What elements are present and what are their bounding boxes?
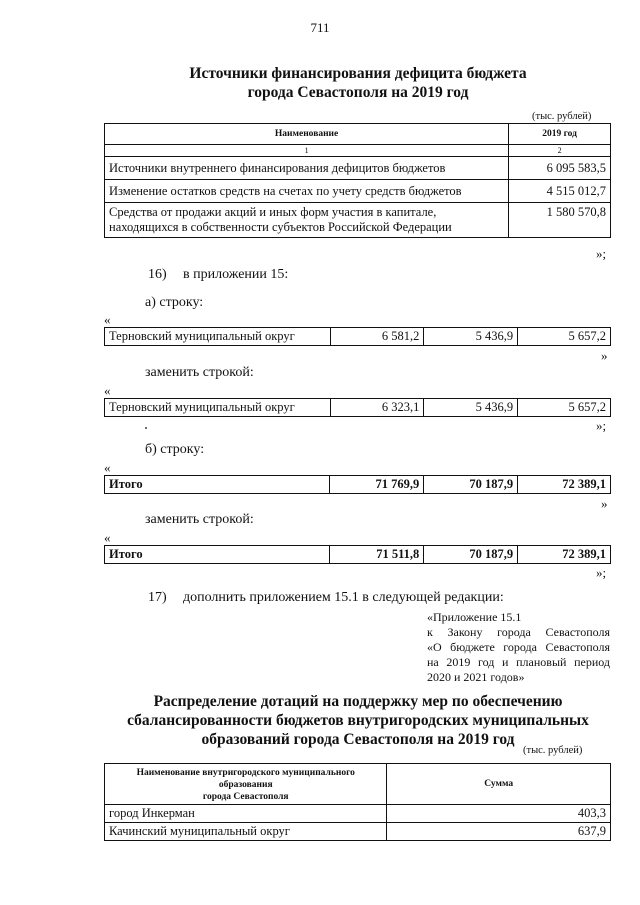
closing-quote: »; [596, 246, 607, 261]
section2-title-line2: сбалансированности бюджетов внутригородских муниципальных [127, 712, 589, 729]
replace-text: заменить строкой: [145, 512, 254, 527]
table-header-row [105, 764, 611, 805]
cell-value: 5 657,2 [518, 328, 611, 346]
cell-value: 6 323,1 [330, 399, 424, 417]
row-name-line1: Средства от продажи акций и иных форм участия в капитале, [109, 205, 437, 219]
cell-name: Итого [105, 476, 330, 494]
item16-sub-b: б) строку: [145, 442, 205, 457]
cell-value: 5 436,9 [424, 328, 518, 346]
column-number-row [105, 145, 611, 157]
row-name-line2: находящихся в собственности субъектов Российской Федерации [109, 220, 452, 234]
row-value: 4 515 012,7 [509, 180, 611, 203]
section2-title-line1: Распределение дотаций на поддержку мер по обеспечению [153, 693, 563, 710]
table-row [105, 823, 611, 841]
cell-value: 71 769,9 [330, 476, 424, 494]
cell-value: 70 187,9 [424, 546, 518, 564]
table-header-row [105, 124, 611, 145]
table-row [105, 399, 611, 417]
header-line1: Наименование внутригородского муниципального образования [136, 768, 355, 790]
row-name: Изменение остатков средств на счетах по учету средств бюджетов [105, 180, 509, 203]
section1-title [130, 64, 586, 102]
row-a-old-table [104, 327, 611, 346]
table-row [105, 157, 611, 180]
table-row [105, 546, 611, 564]
appendix-line: на 2019 год и плановый период [427, 655, 610, 669]
table-row [105, 180, 611, 203]
cell-name: Терновский муниципальный округ [105, 399, 331, 417]
row-name: Источники внутреннего финансирования дефицитов бюджетов [105, 157, 509, 180]
table-row [105, 476, 611, 494]
close-quote: »; [596, 565, 607, 580]
page-number: 711 [310, 20, 330, 35]
section1-title-line2: города Севастополя на 2019 год [247, 84, 469, 101]
cell-value: 72 389,1 [518, 476, 611, 494]
header-line2: города Севастополя [202, 792, 289, 802]
item16-number: 16) [148, 267, 167, 282]
appendix-line: «О бюджете города Севастополя [427, 640, 610, 654]
row-name: Качинский муниципальный округ [105, 823, 387, 841]
section2-units: (тыс. рублей) [523, 745, 583, 756]
appendix-line: к Закону города Севастополя [427, 625, 610, 639]
header-year: 2019 год [509, 124, 611, 145]
header-municipality [105, 764, 387, 805]
header-sum: Сумма [387, 764, 611, 805]
appendix-line: 2020 и 2021 годов» [427, 670, 525, 684]
cell-name: Терновский муниципальный округ [105, 328, 331, 346]
cell-value: 71 511,8 [330, 546, 424, 564]
item16-text: в приложении 15: [183, 267, 289, 282]
cell-value: 5 657,2 [518, 399, 611, 417]
close-quote: » [601, 496, 608, 511]
close-quote: » [601, 348, 608, 363]
row-value: 403,3 [387, 805, 611, 823]
replace-text: заменить строкой: [145, 365, 254, 380]
open-quote: « [104, 383, 111, 398]
subsidies-table [104, 763, 611, 841]
row-value: 637,9 [387, 823, 611, 841]
row-name [105, 203, 509, 238]
table-row [105, 203, 611, 238]
section2-title-line3: образований города Севастополя на 2019 год [201, 731, 515, 748]
financing-sources-table [104, 123, 611, 238]
row-b-old-table [104, 475, 611, 494]
open-quote: « [104, 460, 111, 475]
appendix-line: «Приложение 15.1 [427, 610, 522, 624]
row-a-new-table [104, 398, 611, 417]
item17-number: 17) [148, 590, 167, 605]
header-name: Наименование [105, 124, 509, 145]
cell-value: 5 436,9 [424, 399, 518, 417]
section1-title-line1: Источники финансирования дефицита бюджета [189, 65, 527, 82]
close-quote: »; [596, 418, 607, 433]
cell-value: 70 187,9 [424, 476, 518, 494]
cell-value: 6 581,2 [330, 328, 424, 346]
section1-units: (тыс. рублей) [532, 111, 592, 122]
open-quote: « [104, 312, 111, 327]
open-quote: « [104, 530, 111, 545]
column-number: 2 [509, 145, 611, 157]
row-value: 1 580 570,8 [509, 203, 611, 238]
cell-name: Итого [105, 546, 330, 564]
scan-speck [145, 427, 147, 429]
item17-text: дополнить приложением 15.1 в следующей редакции: [183, 590, 504, 605]
appendix-reference [427, 610, 610, 685]
item16-sub-a: а) строку: [145, 295, 204, 310]
table-row [105, 805, 611, 823]
table-row [105, 328, 611, 346]
column-number: 1 [105, 145, 509, 157]
cell-value: 72 389,1 [518, 546, 611, 564]
section2-title [110, 692, 606, 749]
row-value: 6 095 583,5 [509, 157, 611, 180]
row-b-new-table [104, 545, 611, 564]
row-name: город Инкерман [105, 805, 387, 823]
